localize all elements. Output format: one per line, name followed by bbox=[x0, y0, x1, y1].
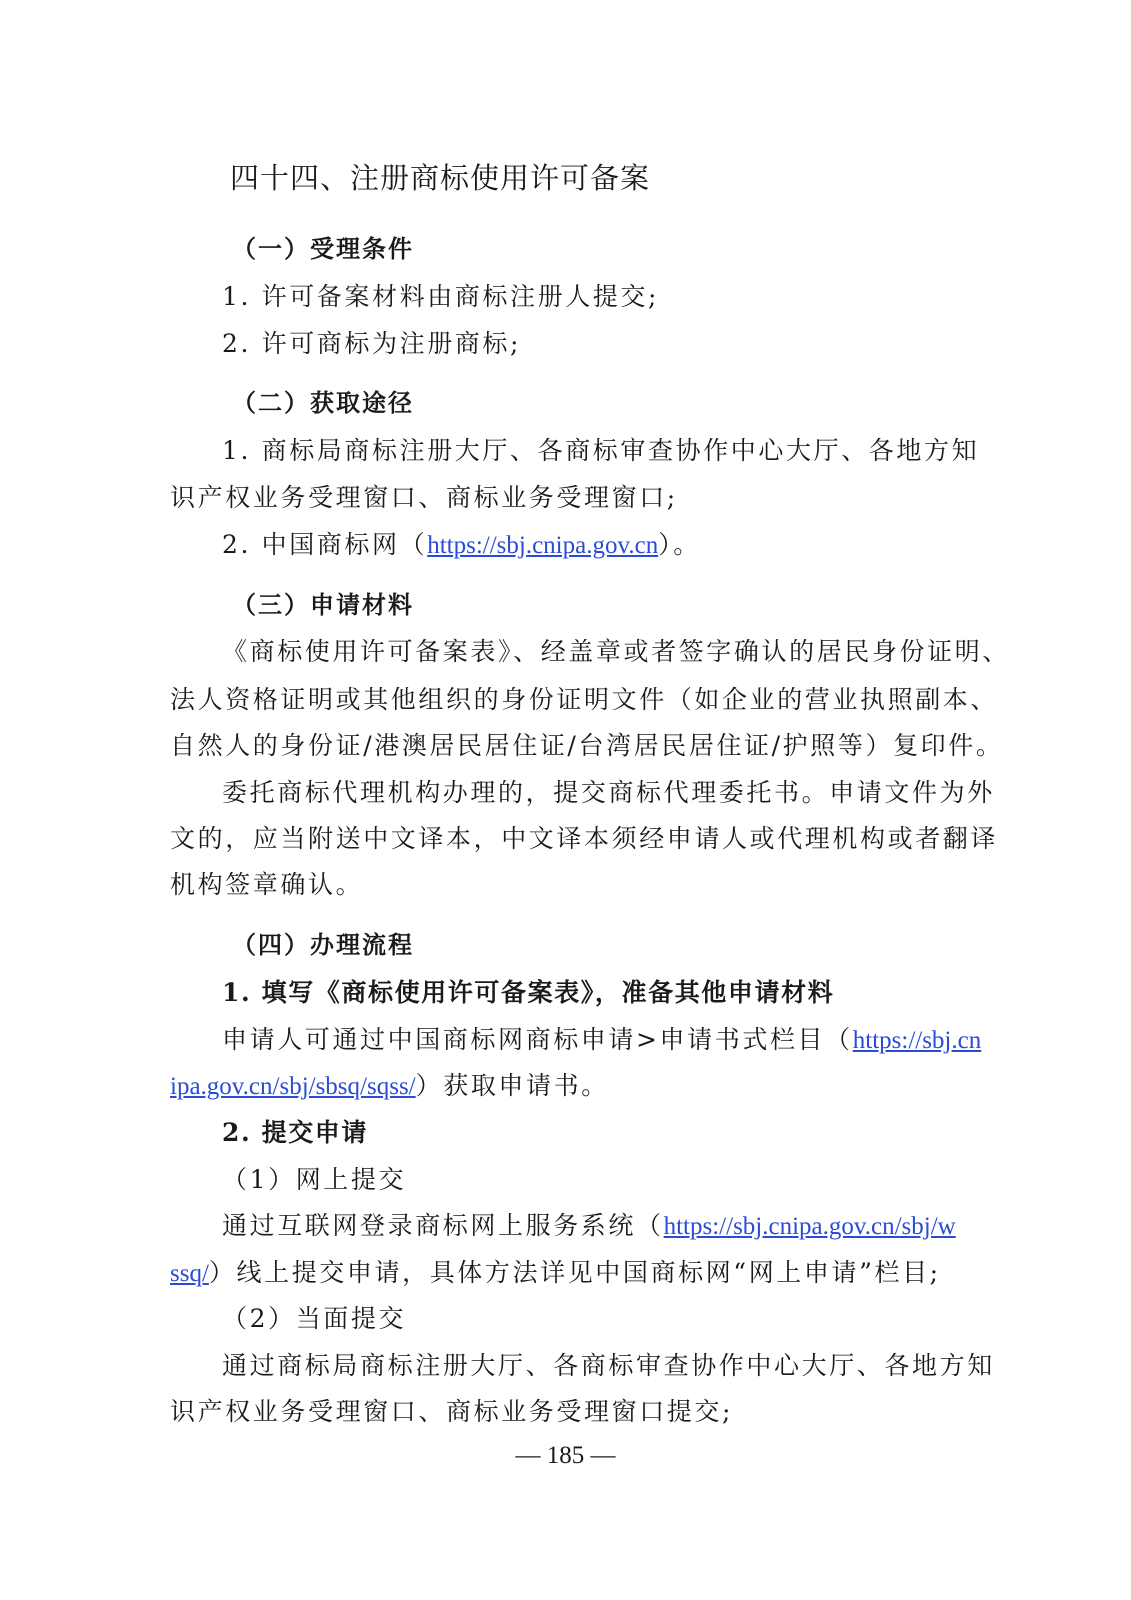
heading-application-materials: （三）申请材料 bbox=[232, 591, 414, 619]
materials-paragraph-1-line-2: 法人资格证明或其他组织的身份证明文件（如企业的营业执照副本、 bbox=[170, 685, 999, 714]
online-service-link[interactable]: https://sbj.cnipa.gov.cn/sbj/w bbox=[663, 1213, 956, 1240]
online-submission-line-1 bbox=[222, 1209, 1022, 1244]
heading-acceptance-conditions: （一）受理条件 bbox=[232, 235, 414, 263]
channel-item-2-prefix: 2. 中国商标网（ bbox=[222, 530, 428, 559]
online-submission-prefix: 通过互联网登录商标网上服务系统（ bbox=[222, 1211, 664, 1240]
step-1-text-line-2 bbox=[170, 1069, 970, 1104]
channel-item-1-line-1: 1. 商标局商标注册大厅、各商标审查协作中心大厅、各地方知 bbox=[222, 436, 980, 465]
step-1-text-prefix: 申请人可通过中国商标网商标申请>申请书式栏目（ bbox=[222, 1025, 853, 1054]
step-1-heading: 1. 填写《商标使用许可备案表》，准备其他申请材料 bbox=[222, 978, 835, 1007]
step-1-text-line-1 bbox=[222, 1023, 1022, 1058]
channel-item-2 bbox=[222, 528, 1022, 563]
online-service-link-continued[interactable]: ssq/ bbox=[170, 1260, 209, 1287]
online-submission-label: （1）网上提交 bbox=[222, 1165, 407, 1194]
step-2-heading: 2. 提交申请 bbox=[222, 1118, 369, 1147]
in-person-submission-line-1: 通过商标局商标注册大厅、各商标审查协作中心大厅、各地方知 bbox=[222, 1351, 995, 1380]
trademark-site-link[interactable]: https://sbj.cnipa.gov.cn bbox=[427, 532, 659, 559]
application-forms-link[interactable]: https://sbj.cn bbox=[852, 1027, 982, 1054]
page-number: — 185 — bbox=[515, 1442, 616, 1469]
channel-item-1-line-2: 识产权业务受理窗口、商标业务受理窗口; bbox=[170, 483, 678, 512]
online-submission-line-2 bbox=[170, 1256, 970, 1291]
step-1-text-suffix: ）获取申请书。 bbox=[415, 1071, 609, 1100]
materials-paragraph-2-line-1: 委托商标代理机构办理的，提交商标代理委托书。申请文件为外 bbox=[222, 778, 995, 807]
in-person-submission-label: （2）当面提交 bbox=[222, 1304, 407, 1333]
condition-item-1: 1. 许可备案材料由商标注册人提交; bbox=[222, 282, 660, 311]
materials-paragraph-1-line-1: 《商标使用许可备案表》、经盖章或者签字确认的居民身份证明、 bbox=[222, 637, 1010, 666]
materials-paragraph-1-line-3: 自然人的身份证/港澳居民居住证/台湾居民居住证/护照等）复印件。 bbox=[170, 731, 1004, 760]
condition-item-2: 2. 许可商标为注册商标; bbox=[222, 329, 522, 358]
channel-item-2-suffix: ）。 bbox=[658, 530, 701, 559]
materials-paragraph-2-line-3: 机构签章确认。 bbox=[170, 870, 364, 899]
heading-procedure: （四）办理流程 bbox=[232, 931, 414, 959]
application-forms-link-continued[interactable]: ipa.gov.cn/sbj/sbsq/sqss/ bbox=[170, 1073, 416, 1100]
in-person-submission-line-2: 识产权业务受理窗口、商标业务受理窗口提交; bbox=[170, 1397, 734, 1426]
online-submission-suffix: ）线上提交申请，具体方法详见中国商标网“网上申请”栏目; bbox=[208, 1258, 941, 1287]
heading-access-channels: （二）获取途径 bbox=[232, 389, 414, 417]
section-title: 四十四、注册商标使用许可备案 bbox=[230, 161, 651, 195]
materials-paragraph-2-line-2: 文的，应当附送中文译本，中文译本须经申请人或代理机构或者翻译 bbox=[170, 824, 999, 853]
